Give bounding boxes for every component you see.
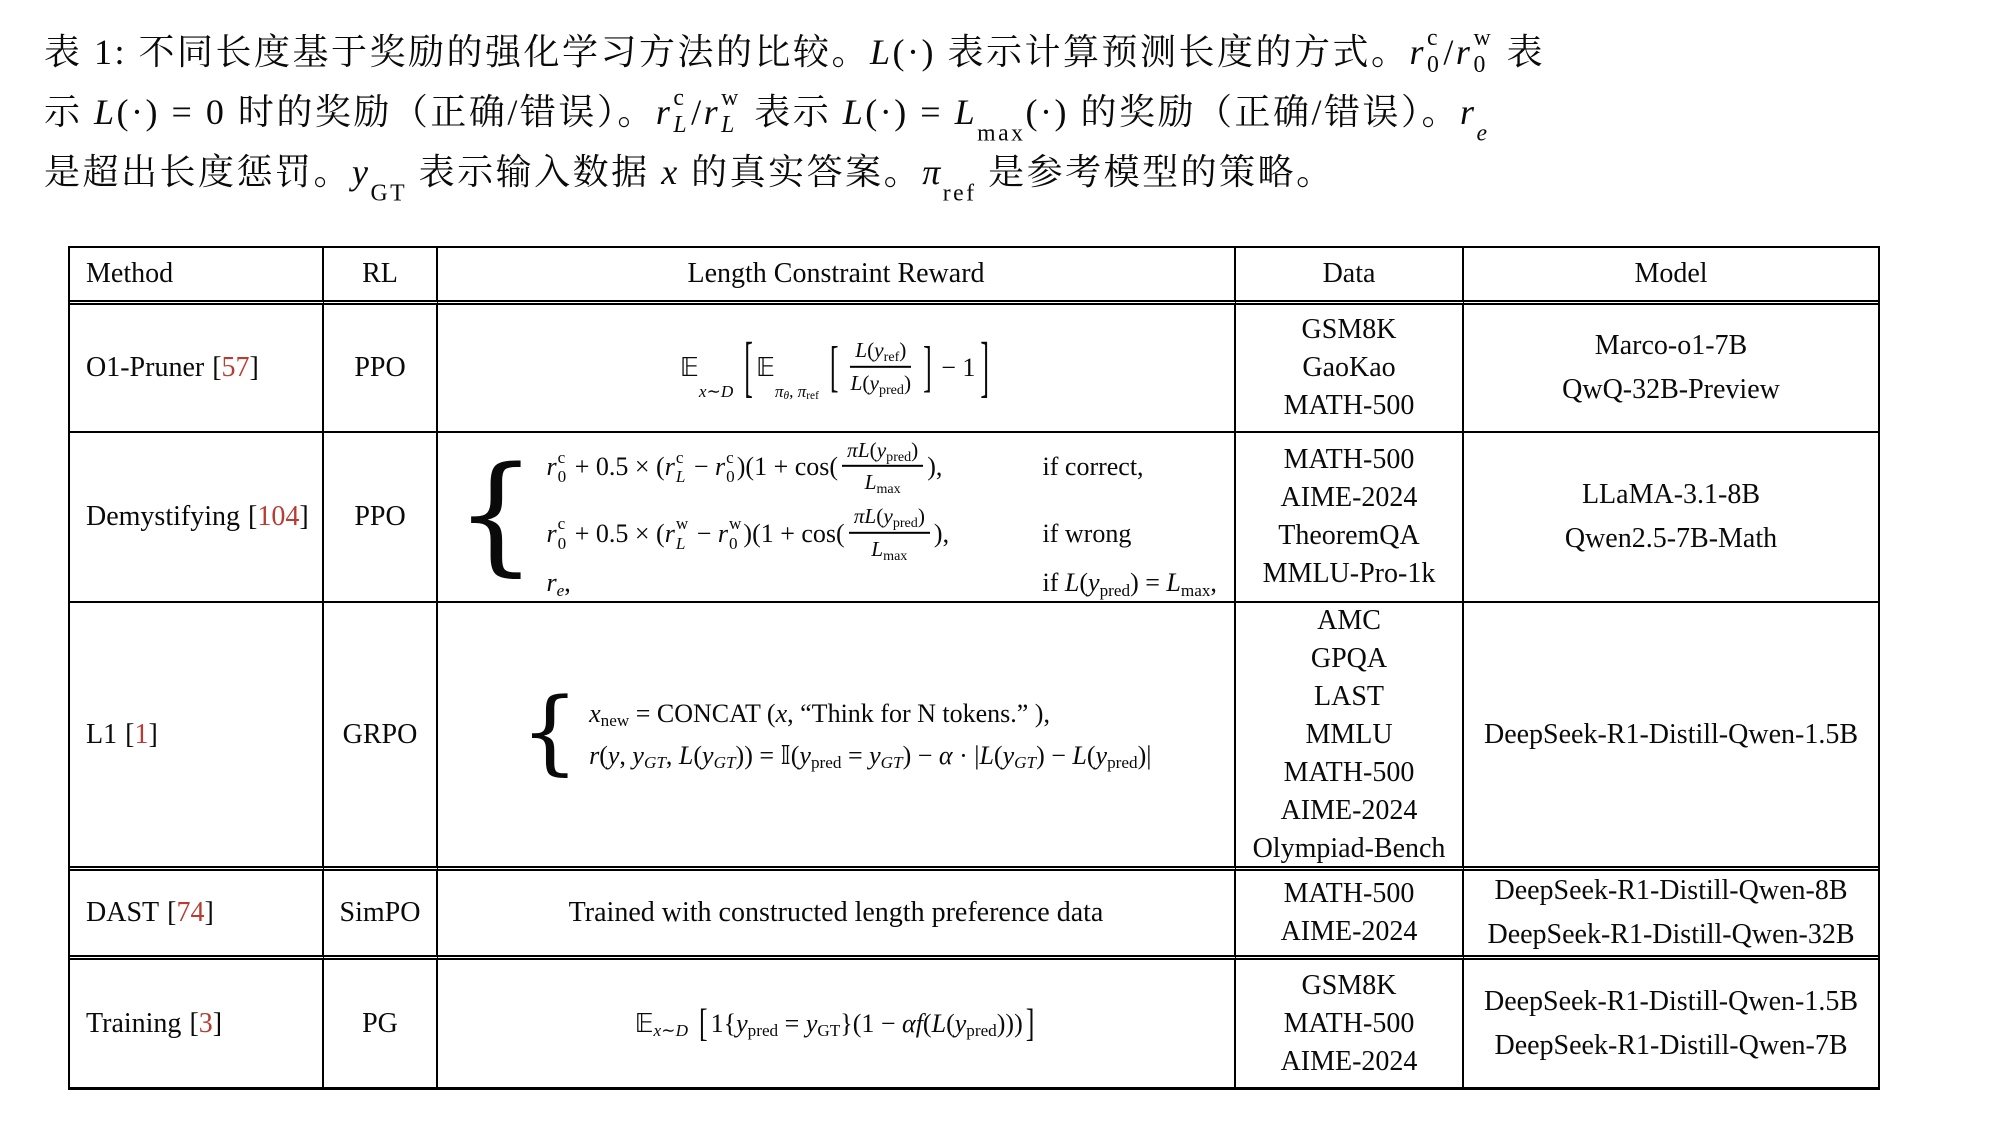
- citation-number: 74: [176, 897, 205, 928]
- header-reward: Length Constraint Reward: [438, 248, 1236, 305]
- list-item: QwQ-32B-Preview: [1562, 374, 1780, 405]
- cell-data-training: [1236, 960, 1464, 1087]
- cell-model-o1-pruner: [1464, 305, 1878, 433]
- case-line: r e , if L ( y pred ) = L max ,: [546, 568, 1217, 601]
- list-item: LLaMA-3.1-8B: [1581, 479, 1761, 510]
- list-item: MATH-500: [1283, 390, 1415, 421]
- cases-brace: {: [520, 678, 580, 786]
- list-item: DeepSeek-R1-Distill-Qwen-8B: [1494, 875, 1848, 906]
- model-list: [1484, 713, 1858, 757]
- list-item: DeepSeek-R1-Distill-Qwen-1.5B: [1483, 718, 1859, 750]
- cell-reward-demystifying: [438, 433, 1236, 603]
- cell-data-dast: [1236, 871, 1464, 960]
- list-item: DeepSeek-R1-Distill-Qwen-7B: [1494, 1029, 1848, 1061]
- cases-formula: [455, 437, 1217, 601]
- method-name: L1: [86, 718, 118, 750]
- list-item: Olympiad-Bench: [1252, 832, 1446, 864]
- cell-model-demystifying: [1464, 433, 1878, 603]
- method-name: Demystifying: [86, 501, 240, 532]
- list-item: DeepSeek-R1-Distill-Qwen-1.5B: [1483, 985, 1859, 1017]
- list-item: AIME-2024: [1280, 482, 1418, 513]
- dataset-list: [1263, 441, 1436, 593]
- list-item: GSM8K: [1301, 314, 1397, 345]
- comparison-table: [68, 246, 1880, 1090]
- cell-rl-o1-pruner: PPO: [324, 305, 438, 433]
- dataset-list: [1281, 967, 1418, 1081]
- citation: [57]: [212, 352, 259, 383]
- case-line: r c 0 + 0.5 × ( r w L − r w 0 )(1 + cos( πL ( y pred ) L max ), if wrong: [546, 503, 1132, 564]
- list-item: MATH-500: [1283, 1007, 1415, 1039]
- method-name: Training: [86, 1007, 182, 1039]
- list-item: GSM8K: [1301, 969, 1397, 1001]
- reward-formula: 𝔼 x ∼ D [ 1{ y pred = y GT }(1 − αf ( L ( y pred ))) ]: [634, 1001, 1035, 1045]
- list-item: Marco-o1-7B: [1594, 330, 1748, 361]
- cell-data-demystifying: [1236, 433, 1464, 603]
- cell-data-l1: [1236, 603, 1464, 871]
- cases-formula: [520, 678, 1152, 786]
- citation-number: 104: [257, 501, 300, 532]
- caption-line-3: 是超出长度惩罚。 y GT 表示输入数据 x 的真实答案。 π ref 是参考模型的策略。: [44, 152, 1335, 207]
- list-item: TheoremQA: [1278, 520, 1420, 551]
- caption-line-2: 示 L (·) = 0 时的奖励（正确/错误）。 r c L / r w L 表示 L (·) = L max (·) 的奖励（正确/错误）。 r e: [44, 85, 1490, 147]
- citation: [74]: [167, 897, 214, 928]
- caption-line-1: 表 1: 不同长度基于奖励的强化学习方法的比较。 L (·) 表示计算预测长度的方式。 r c 0 / r w 0 表: [44, 25, 1546, 78]
- cell-reward-o1-pruner: [438, 305, 1236, 433]
- header-data: Data: [1236, 248, 1464, 305]
- model-list: [1565, 473, 1777, 561]
- dataset-list: [1284, 311, 1415, 425]
- citation-number: 1: [134, 718, 149, 750]
- cell-reward-training: [438, 960, 1236, 1087]
- list-item: AIME-2024: [1280, 794, 1418, 826]
- citation-number: 57: [221, 352, 250, 383]
- cell-rl-dast: SimPO: [324, 871, 438, 960]
- header-model: Model: [1464, 248, 1878, 305]
- case-line: r ( y , y GT , L ( y GT )) = 𝕀 ( y pred = y GT ) − α · | L ( y GT ) − L ( y pred )|: [589, 740, 1152, 773]
- list-item: AIME-2024: [1280, 916, 1418, 947]
- cell-reward-dast: Trained with constructed length preference data: [438, 871, 1236, 960]
- list-item: AIME-2024: [1280, 1045, 1418, 1077]
- list-item: GaoKao: [1302, 352, 1396, 383]
- dataset-list: [1253, 603, 1446, 868]
- cell-rl-l1: GRPO: [324, 603, 438, 871]
- method-name: DAST: [86, 897, 160, 928]
- cell-model-l1: [1464, 603, 1878, 871]
- cell-method-demystifying: [70, 433, 324, 603]
- case-line: x new = CONCAT ( x , “Think for N tokens.” ),: [589, 698, 1050, 731]
- cell-method-o1-pruner: [70, 305, 324, 433]
- case-line: r c 0 + 0.5 × ( r c L − r c 0 )(1 + cos( πL ( y pred ) L max ), if correct,: [546, 437, 1144, 498]
- cell-method-l1: [70, 603, 324, 871]
- list-item: DeepSeek-R1-Distill-Qwen-32B: [1487, 919, 1855, 950]
- model-list: [1487, 871, 1854, 957]
- cases-brace: {: [455, 439, 537, 589]
- list-item: AMC: [1317, 604, 1381, 636]
- citation: [3]: [189, 1007, 223, 1039]
- dataset-list: [1281, 875, 1418, 951]
- list-item: MATH-500: [1283, 756, 1415, 788]
- cell-method-dast: [70, 871, 324, 960]
- header-rl: RL: [324, 248, 438, 305]
- model-list: [1562, 324, 1780, 412]
- header-method: Method: [70, 248, 324, 305]
- citation: [1]: [125, 718, 158, 750]
- list-item: Qwen2.5-7B-Math: [1564, 523, 1778, 554]
- cell-model-dast: [1464, 871, 1878, 960]
- table-caption: [44, 22, 1964, 207]
- cell-rl-demystifying: PPO: [324, 433, 438, 603]
- list-item: LAST: [1314, 680, 1384, 712]
- list-item: MMLU: [1305, 718, 1393, 750]
- cell-data-o1-pruner: [1236, 305, 1464, 433]
- citation-number: 3: [198, 1007, 213, 1039]
- citation: [104]: [248, 501, 309, 532]
- list-item: MMLU-Pro-1k: [1262, 558, 1436, 589]
- cell-model-training: [1464, 960, 1878, 1087]
- cell-rl-training: PG: [324, 960, 438, 1087]
- reward-formula: 𝔼 x ∼ D [ 𝔼 π θ , π ref [ L ( y ref ) L ( y pred ) ] − 1 ]: [679, 329, 990, 405]
- model-list: [1484, 980, 1858, 1068]
- cell-reward-l1: [438, 603, 1236, 871]
- list-item: GPQA: [1310, 642, 1388, 674]
- cell-method-training: [70, 960, 324, 1087]
- method-name: O1-Pruner: [86, 352, 205, 383]
- list-item: MATH-500: [1283, 444, 1415, 475]
- list-item: MATH-500: [1283, 878, 1415, 909]
